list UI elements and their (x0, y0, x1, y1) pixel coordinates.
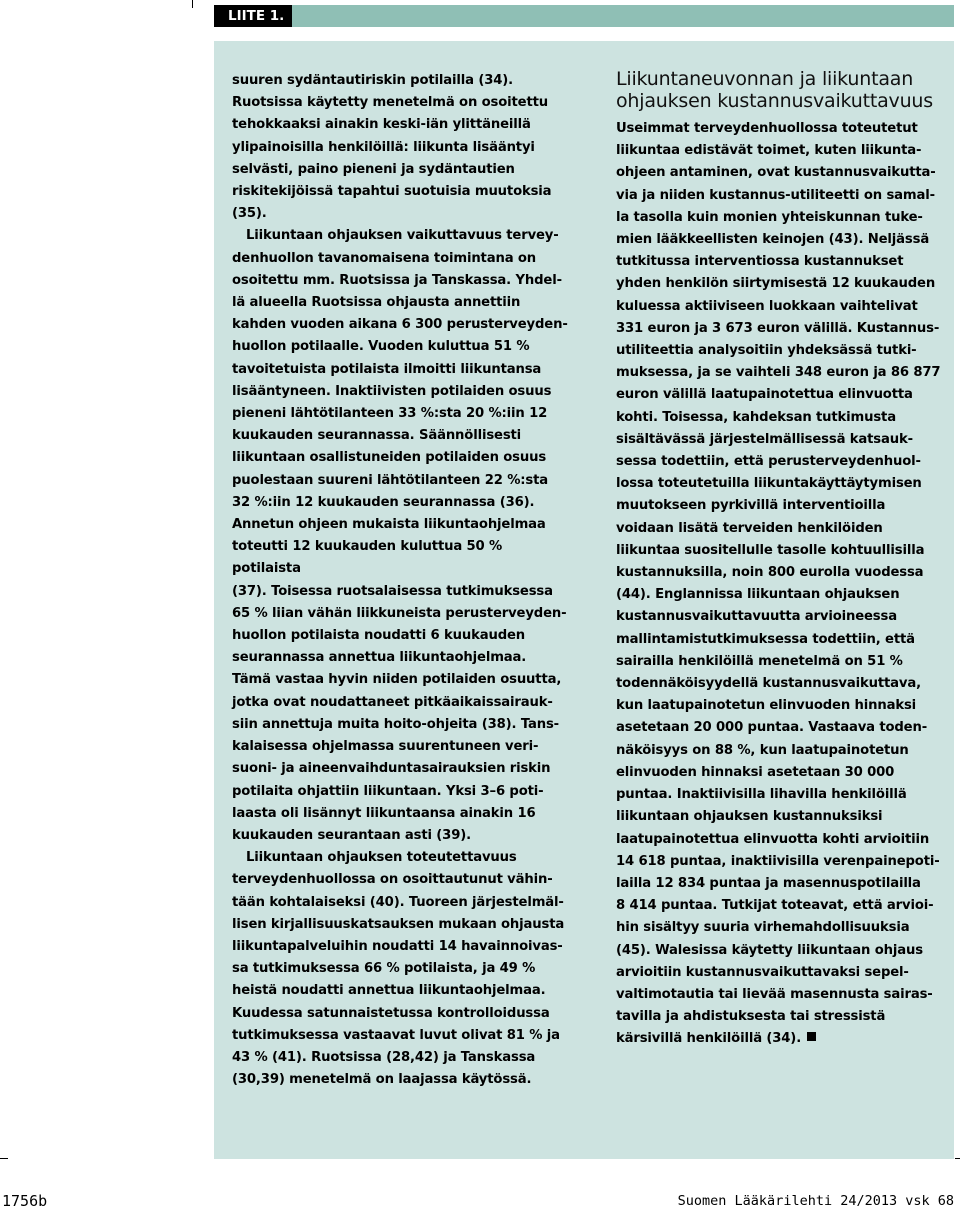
header-accent-strip (292, 5, 954, 27)
page-footer (0, 1192, 960, 1212)
crop-mark-left (0, 1158, 8, 1159)
section-title: Liikuntaneuvonnan ja liikuntaan ohjauksen kustannusvaikuttavuus (616, 68, 933, 112)
crop-mark-top (192, 0, 193, 8)
paragraph: Liikuntaan ohjauksen vaikuttavuus tervey- denhuollon tavanomaisena toimintana on osoitettu mm. Ruotsissa ja Tanskassa. Yhdel- lä alueella Ruotsissa ohjausta annettiin kahden vuoden aikana 6 300 perusterveyden- huollon potilaalle. Vuoden kuluttua 51 % tavoitetuista potilaista ilmoitti liikuntansa lisääntyneen. Inaktiivisten potilaiden osuus pieneni lähtötilanteen 33 %:sta 20 %:iin 12 kuukauden seurannassa. Säännöllisesti liikuntaan osallistuneiden potilaiden osuus puolestaan suureni lähtötilanteen 22 %:sta 32 %:iin 12 kuukauden seurannassa (36). Annetun ohjeen mukaista liikuntaohjelmaa toteutti 12 kuukauden kuluttua 50 % potilaista (37). Toisessa ruotsalaisessa tutkimuksessa 65 % liian vähän liikkuneista perusterveyden- huollon potilaista noudatti 6 kuukauden seurannassa annettua liikuntaohjelmaa. Tämä vastaa hyvin niiden potilaiden osuutta, jotka ovat noudattaneet pitkäaikaissairauk- siin annettuja muita hoito-ohjeita (38). Tans- kalaisessa ohjelmassa suurentuneen veri- suoni- ja aineenvaihduntasairauksien riskin potilaita ohjattiin liikuntaan. Yksi 3–6 poti- laasta oli lisännyt liikuntaansa ainakin 16 kuukauden seurantaan asti (39). (232, 228, 568, 843)
section-body-text: Useimmat terveydenhuollossa toteutetut liikuntaa edistävät toimet, kuten liikunta- ohjeen antaminen, ovat kustannusvaikutta- via ja niiden kustannus-utiliteetti on samal- la tasolla kuin monien yhteiskunnan tuke- mien lääkkeellisten keinojen (43). Neljässä tutkitussa interventiossa kustannukset yhden henkilön siirtymisestä 12 kuukauden kuluessa aktiiviseen luokkaan vaihtelivat 331 euron ja 3 673 euron välillä. Kustannus- utiliteettia analysoitiin yhdeksässä tutki- muksessa, ja se vaihteli 348 euron ja 86 877 euron välillä laatupainotettua elinvuotta kohti. Toisessa, kahdeksan tutkimusta sisältävässä järjestelmällisessä katsauk- sessa todettiin, että perusterveydenhuol- lossa toteutetuilla liikuntakäyttäytymisen muutokseen pyrkivillä interventioilla voidaan lisätä terveiden henkilöiden liikuntaa suositellulle tasolle kohtuullisilla kustannuksilla, noin 800 eurolla vuodessa (44). Englannissa liikuntaan ohjauksen kustannusvaikuttavuutta arvioineessa mallintamistutkimuksessa todettiin, että sairailla henkilöillä menetelmä on 51 % todennäköisyydellä kustannusvaikuttava, kun laatupainotetun elinvuoden hinnaksi asetetaan 20 000 puntaa. Vastaava toden- näköisyys on 88 %, kun laatupainotetun elinvuoden hinnaksi asetetaan 30 000 puntaa. Inaktiivisilla lihavilla henkilöillä liikuntaan ohjauksen kustannuksiksi laatupainotettua elinvuotta kohti arvioitiin 14 618 puntaa, inaktiivisilla verenpainepoti- lailla 12 834 puntaa ja masennuspotilailla 8 414 puntaa. Tutkijat toteavat, että arvioi- hin sisältyy suuria virhemahdollisuuksia (45). Walesissa käytetty liikuntaan ohjaus arvioitiin kustannusvaikuttavaksi sepel- valtimotautia tai lievää masennusta sairas- tavilla ja ahdistuksesta tai stressistä kärsivillä henkilöillä (34). (616, 121, 941, 1047)
section-body (616, 118, 946, 1051)
appendix-panel (214, 41, 954, 1159)
appendix-label: LIITE 1. (214, 5, 292, 27)
end-of-article-square-icon (807, 1032, 816, 1041)
paragraph: suuren sydäntautiriskin potilailla (34). Ruotsissa käytetty menetelmä on osoitettu tehokkaaksi ainakin keski-iän ylittäneillä ylipainoisilla henkilöillä: liikunta lisääntyi selvästi, paino pieneni ja sydäntautien riskitekijöissä tapahtui suotuisia muutoksia (35). (232, 73, 552, 222)
journal-citation: Suomen Lääkärilehti 24/2013 vsk 68 (677, 1193, 954, 1209)
page-number: 1756b (2, 1192, 48, 1210)
right-column (616, 68, 946, 1051)
appendix-header-bar (214, 5, 954, 27)
crop-mark-right (955, 1158, 960, 1159)
left-column (232, 70, 574, 1091)
paragraph: Liikuntaan ohjauksen toteutettavuus terveydenhuollossa on osoittautunut vähin- tään kohtalaiseksi (40). Tuoreen järjestelmäl- lisen kirjallisuuskatsauksen mukaan ohjausta liikuntapalveluihin noudatti 14 havainnoivas- sa tutkimuksessa 66 % potilaista, ja 49 % heistä noudatti annettua liikuntaohjelmaa. Kuudessa satunnaistetussa kontrolloidussa tutkimuksessa vastaavat luvut olivat 81 % ja 43 % (41). Ruotsissa (28,42) ja Tanskassa (30,39) menetelmä on laajassa käytössä. (232, 850, 565, 1088)
